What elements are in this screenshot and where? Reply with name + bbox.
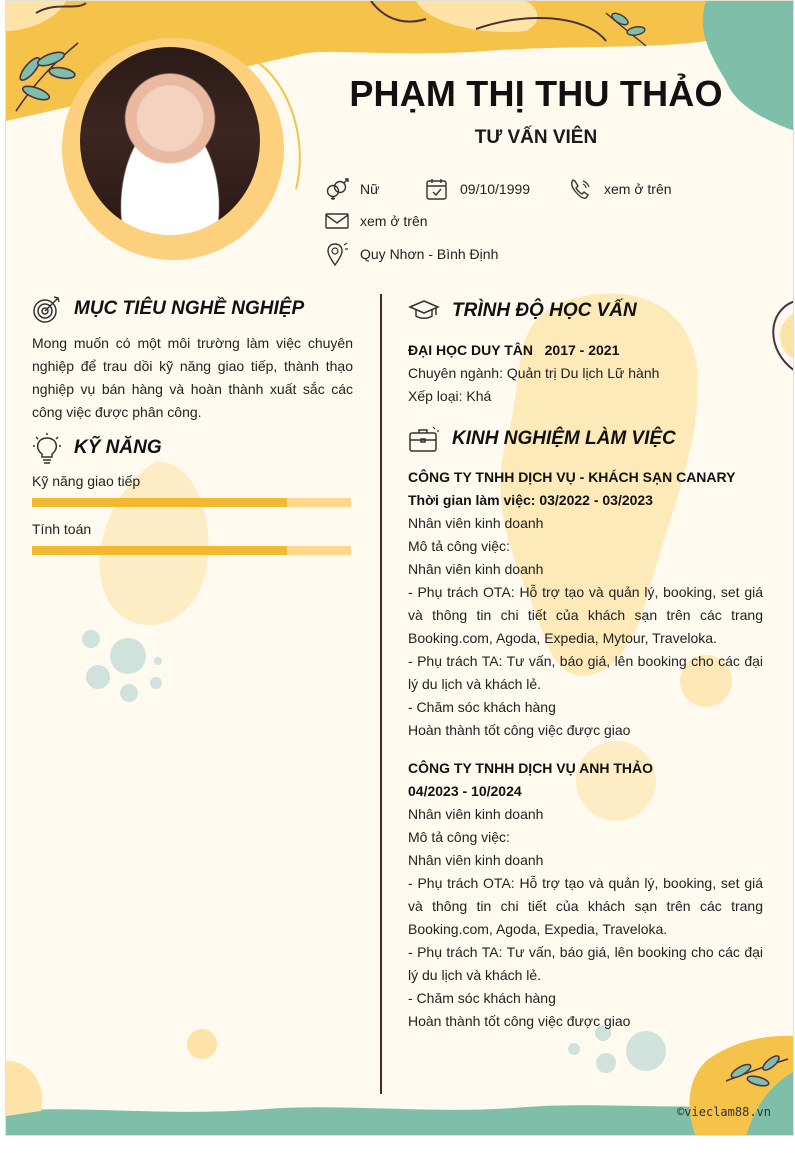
job-period: 04/2023 - 10/2024 bbox=[408, 783, 522, 799]
graduation-cap-icon bbox=[408, 298, 440, 324]
target-icon bbox=[32, 294, 62, 324]
lightbulb-icon bbox=[32, 432, 62, 464]
objective-heading bbox=[32, 294, 304, 324]
watermark: ©vieclam88.vn bbox=[677, 1105, 771, 1119]
job-desc-line: - Phụ trách OTA: Hỗ trợ tạo và quản lý, booking, set giá và thông tin chi tiết của khách sạn trên các trang Booking.com, Agoda, Expedia, Traveloka. bbox=[408, 875, 763, 937]
cv-page bbox=[5, 0, 794, 1136]
education-school-line bbox=[408, 339, 768, 362]
job-desc-line: Hoàn thành tốt công việc được giao bbox=[408, 722, 631, 738]
skill-bar bbox=[32, 498, 351, 507]
phone-value: xem ở trên bbox=[604, 181, 672, 197]
education-major: Chuyên ngành: Quản trị Du lịch Lữ hành bbox=[408, 365, 660, 381]
job-spacer bbox=[408, 742, 763, 757]
address-info bbox=[324, 241, 498, 267]
job-desc-line: - Phụ trách TA: Tư vấn, báo giá, lên booking cho các đại lý du lịch và khách lẻ. bbox=[408, 944, 763, 983]
candidate-name: PHẠM THỊ THU THẢO bbox=[349, 73, 723, 114]
skill-label: Kỹ năng giao tiếp bbox=[32, 473, 141, 489]
job-desc-line: - Chăm sóc khách hàng bbox=[408, 990, 556, 1006]
education-title: TRÌNH ĐỘ HỌC VẤN bbox=[452, 300, 637, 321]
column-divider bbox=[380, 294, 382, 1094]
candidate-role: TƯ VẤN VIÊN bbox=[474, 127, 598, 148]
calendar-icon bbox=[424, 177, 450, 201]
experience-heading bbox=[408, 425, 676, 453]
location-pin-icon bbox=[324, 241, 350, 267]
job-desc-label: Mô tả công việc: bbox=[408, 829, 510, 845]
job-desc-line: - Phụ trách OTA: Hỗ trợ tạo và quản lý, booking, set giá và thông tin chi tiết của khách sạn trên các trang Booking.com, Agoda, Expedia, Mytour, Traveloka. bbox=[408, 584, 763, 646]
profile-photo bbox=[80, 47, 260, 235]
job-desc-line: Nhân viên kinh doanh bbox=[408, 561, 544, 577]
gender-info bbox=[324, 177, 379, 201]
job-position: Nhân viên kinh doanh bbox=[408, 515, 544, 531]
objective-text: Mong muốn có một môi trường làm việc chuyên nghiệp để trau dồi kỹ năng giao tiếp, thành thạo nghiệp vụ bán hàng và hoàn thành xuất sắc các công việc được phân công. bbox=[32, 335, 353, 420]
job-position: Nhân viên kinh doanh bbox=[408, 806, 544, 822]
email-info bbox=[324, 209, 428, 233]
education-school: ĐẠI HỌC DUY TÂN bbox=[408, 342, 533, 358]
skill-bar-fill bbox=[32, 546, 287, 555]
skill-bar bbox=[32, 546, 351, 555]
objective-title: MỤC TIÊU NGHỀ NGHIỆP bbox=[74, 298, 305, 319]
skills-heading bbox=[32, 432, 162, 464]
birthday-value: 09/10/1999 bbox=[460, 181, 531, 197]
job-desc-line: Nhân viên kinh doanh bbox=[408, 852, 544, 868]
skills-title: KỸ NĂNG bbox=[74, 437, 162, 458]
experience-list bbox=[408, 466, 763, 1033]
briefcase-icon bbox=[408, 425, 440, 453]
birthday-info bbox=[424, 177, 530, 201]
job-desc-line: - Chăm sóc khách hàng bbox=[408, 699, 556, 715]
email-value: xem ở trên bbox=[360, 213, 428, 229]
job-entry bbox=[408, 757, 763, 1033]
education-years: 2017 - 2021 bbox=[544, 342, 620, 358]
job-company: CÔNG TY TNHH DỊCH VỤ - KHÁCH SẠN CANARY bbox=[408, 469, 736, 485]
job-company: CÔNG TY TNHH DỊCH VỤ ANH THẢO bbox=[408, 760, 653, 776]
skill-label: Tính toán bbox=[32, 521, 92, 537]
skill-bar-fill bbox=[32, 498, 287, 507]
gender-value: Nữ bbox=[360, 181, 380, 197]
job-entry bbox=[408, 466, 763, 742]
education-block bbox=[408, 339, 768, 408]
job-period: Thời gian làm việc: 03/2022 - 03/2023 bbox=[408, 492, 653, 508]
education-grade: Xếp loại: Khá bbox=[408, 388, 492, 404]
address-value: Quy Nhơn - Bình Định bbox=[360, 246, 499, 262]
education-heading bbox=[408, 298, 637, 324]
mail-icon bbox=[324, 209, 350, 233]
job-desc-line: - Phụ trách TA: Tư vấn, báo giá, lên booking cho các đại lý du lịch và khách lẻ. bbox=[408, 653, 763, 692]
job-desc-label: Mô tả công việc: bbox=[408, 538, 510, 554]
experience-title: KINH NGHIỆM LÀM VIỆC bbox=[452, 428, 676, 449]
phone-info bbox=[568, 177, 672, 201]
job-desc-line: Hoàn thành tốt công việc được giao bbox=[408, 1013, 631, 1029]
gender-icon bbox=[324, 177, 350, 201]
phone-icon bbox=[568, 177, 594, 201]
